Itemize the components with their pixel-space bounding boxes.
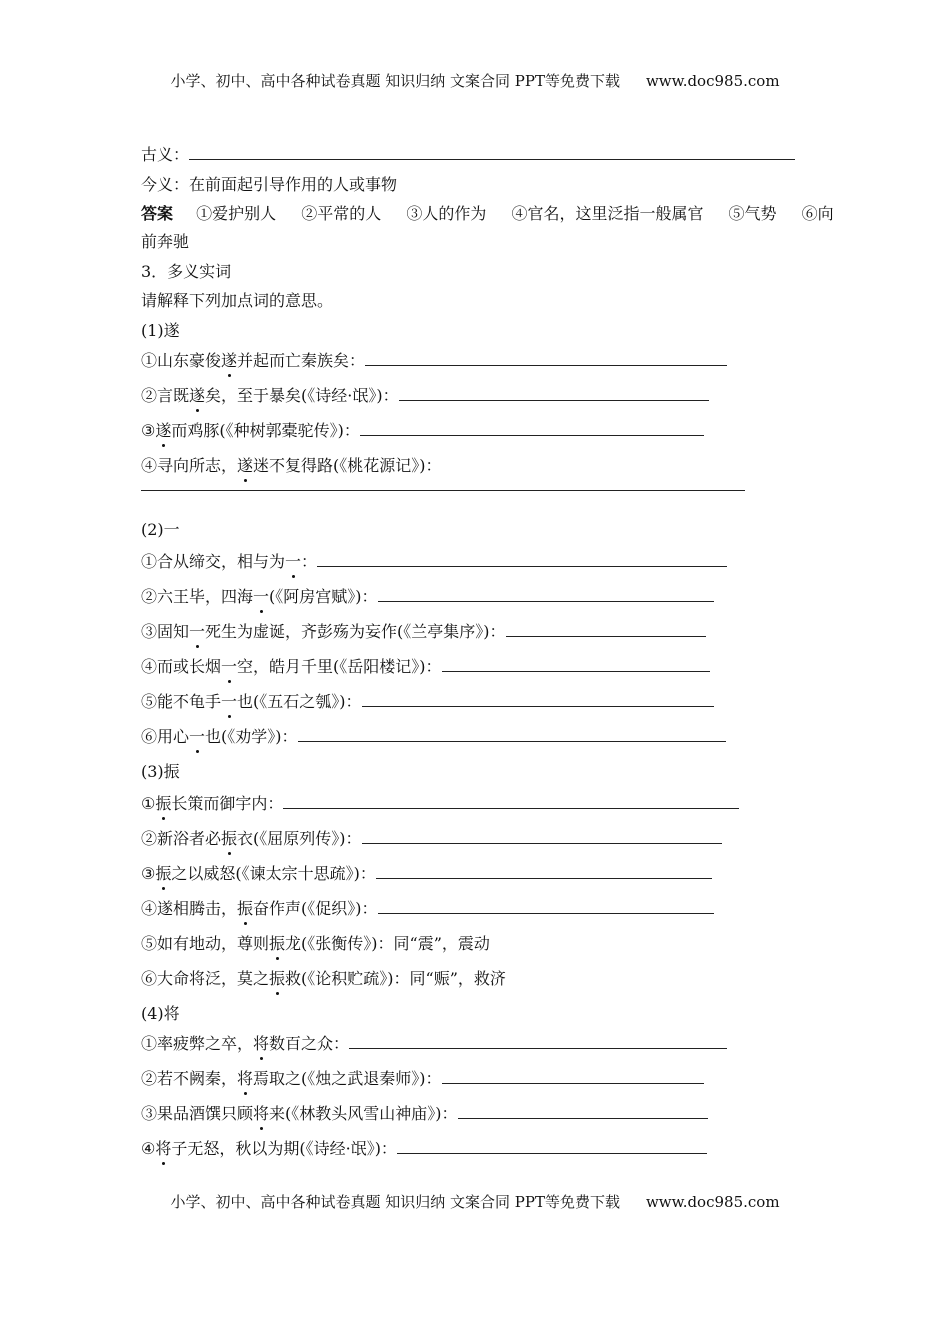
- question-line: ⑥大命将泛，莫之振救(《论积贮疏》)：同“赈”，救济: [141, 969, 506, 988]
- dotted-word: 遂: [189, 386, 206, 405]
- dotted-word: 振: [237, 899, 254, 918]
- question-line: ②言既遂矣，至于暴矣(《诗经·氓》)：: [141, 386, 709, 406]
- gu-yi-line: [141, 145, 795, 165]
- page-footer: [0, 1191, 950, 1212]
- answer-blank[interactable]: [362, 829, 722, 844]
- dotted-word: 振: [221, 829, 238, 848]
- group-heading: (4)将: [141, 1004, 180, 1023]
- answer-blank[interactable]: [317, 552, 727, 567]
- dotted-word: 将: [253, 1034, 270, 1053]
- answer-blank[interactable]: [362, 692, 714, 707]
- answer-blank[interactable]: [365, 351, 727, 366]
- question-line: ③振之以威怒(《谏太宗十思疏》)：: [141, 864, 712, 884]
- question-line: ①合从缔交，相与为一：: [141, 552, 727, 572]
- question-line: ②若不阙秦，将焉取之(《烛之武退秦师》)：: [141, 1069, 704, 1089]
- dotted-word: 一: [285, 552, 302, 571]
- question-line: ⑥用心一也(《劝学》)：: [141, 727, 726, 747]
- answer-blank[interactable]: [141, 490, 745, 491]
- answer-blank[interactable]: [378, 587, 714, 602]
- question-line: ④将子无怒，秋以为期(《诗经·氓》)：: [141, 1139, 707, 1159]
- dotted-word: 一: [189, 727, 206, 746]
- dotted-word: 振: [269, 969, 286, 988]
- answer-blank[interactable]: [397, 1139, 707, 1154]
- header-url[interactable]: www.doc985.com: [645, 72, 780, 90]
- question-line: ④遂相腾击，振奋作声(《促织》)：: [141, 899, 714, 919]
- question-line: ②六王毕，四海一(《阿房宫赋》)：: [141, 587, 714, 607]
- answer-blank[interactable]: [360, 421, 704, 436]
- answer-continuation: 前奔驰: [141, 232, 190, 251]
- question-line: ④而或长烟一空，皓月千里(《岳阳楼记》)：: [141, 657, 710, 677]
- question-line: ①率疲弊之卒，将数百之众：: [141, 1034, 727, 1054]
- answer-blank[interactable]: [298, 727, 726, 742]
- answer-item: ②平常的人: [301, 204, 382, 223]
- question-line: ③果品酒馔只顾将来(《林教头风雪山神庙》)：: [141, 1104, 708, 1124]
- question-line: ④寻向所志，遂迷不复得路(《桃花源记》)：: [141, 456, 442, 475]
- section-title: 3．多义实词: [141, 262, 232, 281]
- page-header: [0, 70, 950, 91]
- group-heading: (3)振: [141, 762, 180, 781]
- instruction: 请解释下列加点词的意思。: [141, 291, 334, 310]
- question-line: ⑤如有地动，尊则振龙(《张衡传》)：同“震”，震动: [141, 934, 490, 953]
- answer-label: 答案: [141, 204, 174, 223]
- group-heading: (1)遂: [141, 321, 180, 340]
- footer-text: 小学、初中、高中各种试卷真题 知识归纳 文案合同 PPT等免费下载: [170, 1193, 620, 1211]
- question-line: ③固知一死生为虚诞，齐彭殇为妄作(《兰亭集序》)：: [141, 622, 706, 642]
- dotted-word: 遂: [155, 421, 172, 440]
- answer-blank[interactable]: [399, 386, 709, 401]
- dotted-word: 振: [155, 864, 172, 883]
- answer-item: ⑤气势: [728, 204, 777, 223]
- dotted-word: 将: [237, 1069, 254, 1088]
- jin-yi-line: 今义：在前面起引导作用的人或事物: [141, 175, 398, 194]
- dotted-word: 将: [253, 1104, 270, 1123]
- question-line: ③遂而鸡豚(《种树郭橐驼传》)：: [141, 421, 704, 441]
- dotted-word: 振: [155, 794, 172, 813]
- dotted-word: 一: [221, 657, 238, 676]
- group-heading: (2)一: [141, 520, 180, 539]
- answer-item: ④官名，这里泛指一般属官: [511, 204, 704, 223]
- answer-line: [141, 204, 834, 224]
- answer-blank[interactable]: [376, 864, 712, 879]
- question-line: ①振长策而御宇内：: [141, 794, 739, 814]
- answer-item: ⑥向: [801, 204, 834, 223]
- answer-blank[interactable]: [349, 1034, 727, 1049]
- answer-blank[interactable]: [189, 145, 795, 160]
- question-line: ⑤能不龟手一也(《五石之瓠》)：: [141, 692, 714, 712]
- question-line: ②新浴者必振衣(《屈原列传》)：: [141, 829, 722, 849]
- dotted-word: 一: [253, 587, 270, 606]
- answer-blank[interactable]: [378, 899, 714, 914]
- dotted-word: 一: [189, 622, 206, 641]
- dotted-word: 将: [155, 1139, 172, 1158]
- answer-blank[interactable]: [283, 794, 739, 809]
- header-text: 小学、初中、高中各种试卷真题 知识归纳 文案合同 PPT等免费下载: [170, 72, 620, 90]
- answer-blank[interactable]: [506, 622, 706, 637]
- footer-url[interactable]: www.doc985.com: [645, 1193, 780, 1211]
- question-line: ①山东豪俊遂并起而亡秦族矣：: [141, 351, 727, 371]
- dotted-word: 一: [221, 692, 238, 711]
- answer-blank[interactable]: [442, 657, 710, 672]
- gu-yi-label: 古义：: [141, 145, 190, 164]
- dotted-word: 遂: [237, 456, 254, 475]
- dotted-word: 振: [269, 934, 286, 953]
- answer-blank[interactable]: [442, 1069, 704, 1084]
- answer-item: ③人的作为: [406, 204, 487, 223]
- answer-blank[interactable]: [458, 1104, 708, 1119]
- dotted-word: 遂: [221, 351, 238, 370]
- answer-item: ①爱护别人: [196, 204, 277, 223]
